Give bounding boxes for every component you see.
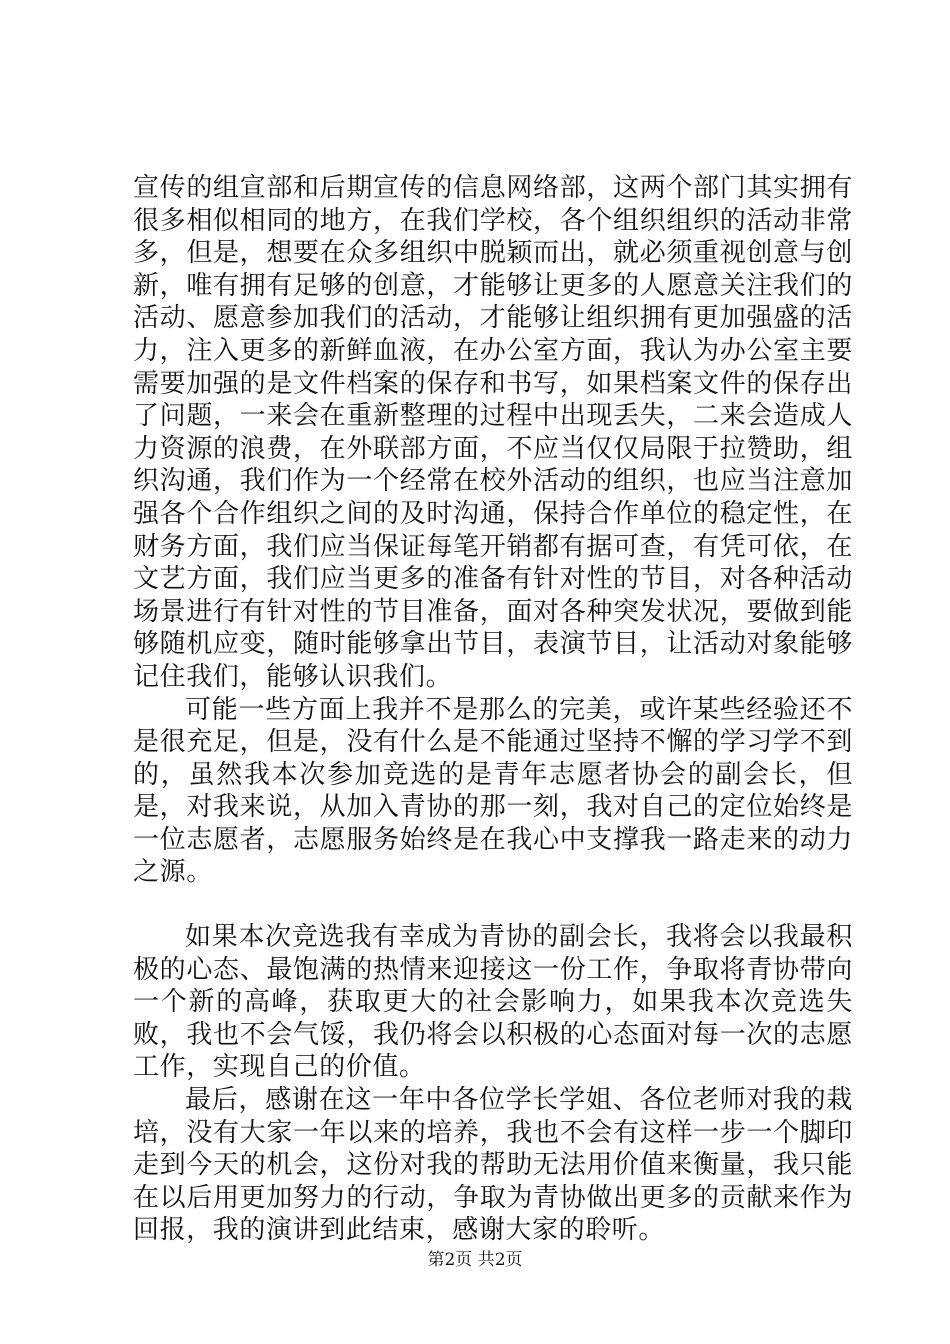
paragraph-closing-thanks: 最后，感谢在这一年中各位学长学姐、各位老师对我的栽培，没有大家一年以来的培养，我也不会有这样一步一个脚印走到今天的机会，这份对我的帮助无法用价值来衡量，我只能在以后用更加努力的行动，争取为青协做出更多的贡献来作为回报，我的演讲到此结束，感谢大家的聆听。: [133, 1085, 853, 1246]
paragraph-election-outcome: 如果本次竞选我有幸成为青协的副会长，我将会以我最积极的心态、最饱满的热情来迎接这一份工作，争取将青协带向一个新的高峰，获取更大的社会影响力，如果我本次竞选失败，我也不会气馁，我仍将会以积极的心态面对每一次的志愿工作，实现自己的价值。: [133, 922, 853, 1083]
paragraph-departments: 宣传的组宣部和后期宣传的信息网络部，这两个部门其实拥有很多相似相同的地方，在我们学校，各个组织组织的活动非常多，但是，想要在众多组织中脱颖而出，就必须重视创意与创新，唯有拥有足够的创意，才能够让更多的人愿意关注我们的活动、愿意参加我们的活动，才能够让组织拥有更加强盛的活力，注入更多的新鲜血液，在办公室方面，我认为办公室主要需要加强的是文件档案的保存和书写，如果档案文件的保存出了问题，一来会在重新整理的过程中出现丢失，二来会造成人力资源的浪费，在外联部方面，不应当仅仅局限于拉赞助，组织沟通，我们作为一个经常在校外活动的组织，也应当注意加强各个合作组织之间的及时沟通，保持合作单位的稳定性，在财务方面，我们应当保证每笔开销都有据可查，有凭可依，在文艺方面，我们应当更多的准备有针对性的节目，对各种活动场景进行有针对性的节目准备，面对各种突发状况，要做到能够随机应变，随时能够拿出节目，表演节目，让活动对象能够记住我们，能够认识我们。: [133, 173, 853, 692]
page-footer: 第2页 共2页: [427, 1250, 523, 1270]
document-body: [133, 172, 853, 1247]
paragraph-self-assessment: 可能一些方面上我并不是那么的完美，或许某些经验还不是很充足，但是，没有什么是不能通过坚持不懈的学习学不到的，虽然我本次参加竞选的是青年志愿者协会的副会长，但是，对我来说，从加入青协的那一刻，我对自己的定位始终是一位志愿者，志愿服务始终是在我心中支撑我一路走来的动力之源。: [133, 694, 853, 888]
paragraph-spacer: [133, 889, 853, 921]
